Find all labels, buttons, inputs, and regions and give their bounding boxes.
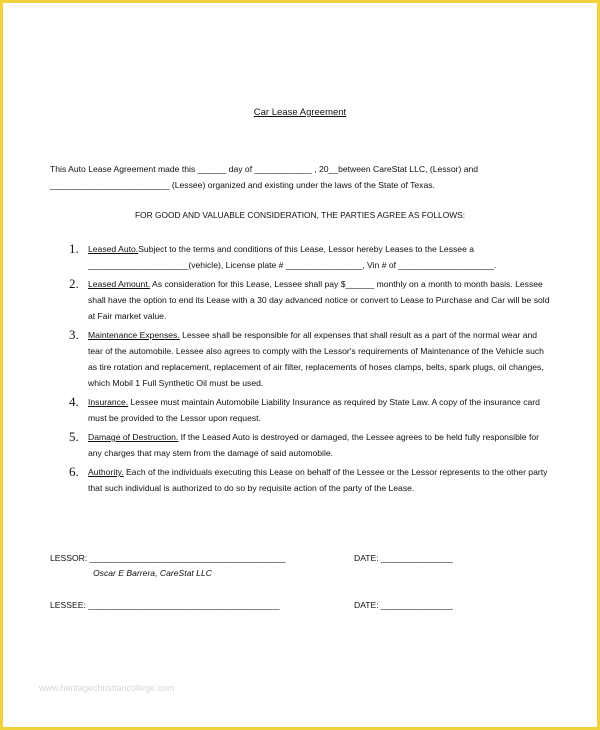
intro-line-2: _________________________ (Lessee) organized and existing under the laws of the State of Texas. (50, 180, 435, 190)
clause-number: 4. (69, 394, 79, 409)
clause-heading: Authority. (88, 467, 124, 477)
clause-body: Lessee must maintain Automobile Liability Insurance as required by State Law. A copy of the insurance card must be provided to the Lessor upon request. (88, 397, 540, 423)
lessor-signer-name: Oscar E Barrera, CareStat LLC (93, 568, 212, 578)
clause-text (88, 241, 551, 273)
clause-number: 6. (69, 464, 79, 479)
clause-leased-auto (69, 241, 551, 273)
consideration-heading: FOR GOOD AND VALUABLE CONSIDERATION, THE PARTIES AGREE AS FOLLOWS: (134, 210, 466, 220)
clause-heading: Maintenance Expenses. (88, 330, 180, 340)
clause-heading: Insurance. (88, 397, 129, 407)
clause-number: 1. (69, 241, 79, 256)
clause-body: If the Leased Auto is destroyed or damaged, the Lessee agrees to be held fully responsible for any charges that may stem from the damage of said automobile. (88, 432, 539, 458)
clause-heading: Damage of Destruction. (88, 432, 179, 442)
intro-paragraph (50, 161, 550, 193)
clause-body: Lessee shall be responsible for all expenses that shall result as a part of the normal wear and tear of the automobile. Lessee also agrees to comply with the Lessor's requirements of Maintenance of the Vehicle such as tire rotation and replacement, replacement of air filter, replacements of hoses clamps, belts, spark plugs, oil changes, which Mobil 1 Full Synthetic Oil must be used. (88, 330, 544, 388)
clause-text (88, 327, 551, 391)
document-title: Car Lease Agreement (253, 107, 347, 118)
clause-heading: Leased Auto. (88, 244, 139, 254)
watermark-text: www.heritagechristiancollege.com (39, 683, 175, 693)
clause-number: 3. (69, 327, 79, 342)
clause-body: As consideration for this Lease, Lessee shall pay $______ monthly on a month to month basis. Lessee shall have the option to end its Lease with a 30 day advanced notice or convert to Lease to Purchase and Car will be sold at Fair market value. (88, 279, 550, 321)
document-page (3, 3, 597, 727)
lessee-signature-line: LESSEE: ________________________________________ (50, 600, 280, 610)
lessee-date-line: DATE: _______________ (354, 600, 453, 610)
clause-number: 2. (69, 276, 79, 291)
clause-insurance (69, 394, 551, 426)
clause-text (88, 429, 551, 461)
lessor-date-line: DATE: _______________ (354, 553, 453, 563)
clause-leased-amount (69, 276, 551, 324)
clause-list (69, 241, 551, 499)
clause-body: Subject to the terms and conditions of this Lease, Lessor hereby Leases to the Lessee a _____________________(vehicle), License plate # ________________, Vin # of ____________________. (88, 244, 497, 270)
clause-number: 5. (69, 429, 79, 444)
clause-damage-of-destruction (69, 429, 551, 461)
clause-maintenance-expenses (69, 327, 551, 391)
lessor-signature-line: LESSOR: _________________________________________ (50, 553, 286, 563)
clause-authority (69, 464, 551, 496)
clause-heading: Leased Amount. (88, 279, 151, 289)
clause-body: Each of the individuals executing this Lease on behalf of the Lessee or the Lessor represents to the other party that such individual is authorized to do so by requisite action of the party of the Lease. (88, 467, 548, 493)
intro-line-1: This Auto Lease Agreement made this ______ day of ____________ , 20__between CareStat LLC, (Lessor) and (50, 164, 479, 174)
clause-text (88, 276, 551, 324)
clause-text (88, 394, 551, 426)
clause-text (88, 464, 551, 496)
